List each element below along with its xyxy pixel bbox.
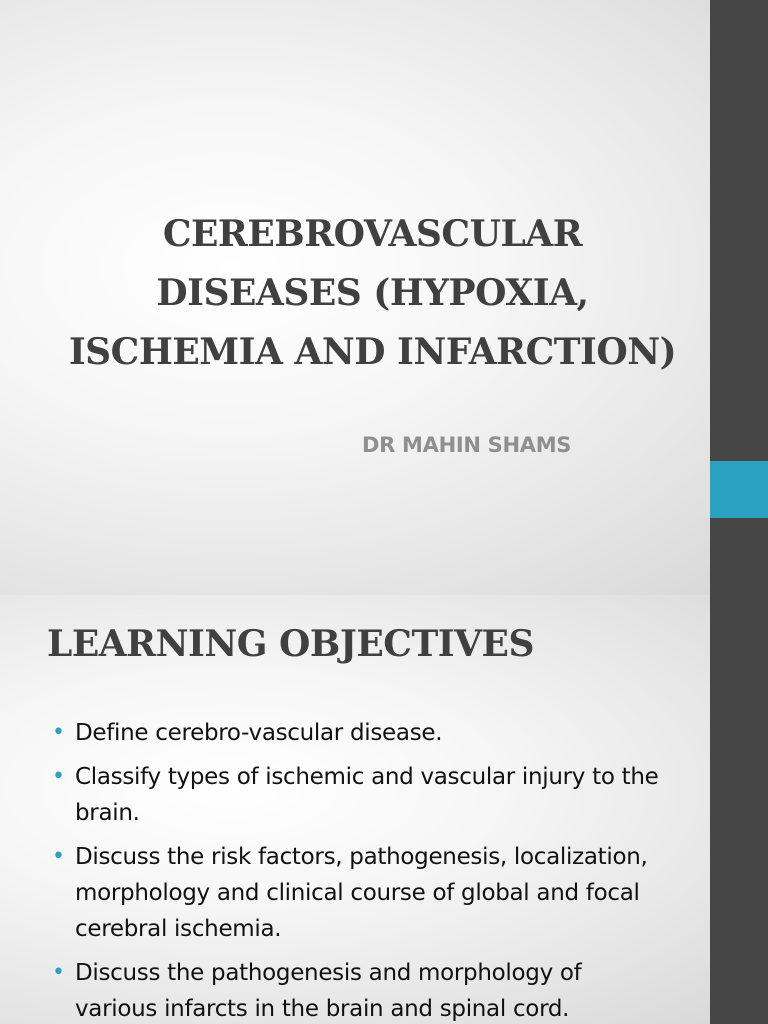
list-item (52, 839, 667, 947)
objectives-slide (0, 595, 768, 1024)
side-bar (710, 0, 768, 595)
slide-title (40, 205, 705, 382)
title-line: ISCHEMIA AND INFARCTION) (68, 331, 677, 373)
objectives-heading: LEARNING OBJECTIVES (47, 623, 534, 665)
objectives-list (52, 715, 667, 1024)
objective-text: Define cerebro-vascular disease. (75, 720, 443, 746)
objective-text: Discuss the pathogenesis and morphology of various infarcts in the brain and spinal cord. (75, 960, 582, 1022)
bullet-dot-icon: • (52, 720, 65, 745)
side-bar (710, 595, 768, 1024)
list-item (52, 715, 667, 751)
author-name: DR MAHIN SHAMS (362, 433, 572, 457)
bullet-dot-icon: • (52, 764, 65, 789)
objective-text: Discuss the risk factors, pathogenesis, localization, morphology and clinical course of global and focal cerebral ischemia. (75, 844, 648, 942)
bullet-dot-icon: • (52, 844, 65, 869)
title-line: CEREBROVASCULAR (162, 213, 583, 255)
objective-text: Classify types of ischemic and vascular injury to the brain. (75, 764, 659, 826)
side-accent-block (710, 461, 768, 518)
list-item (52, 759, 667, 831)
title-line: DISEASES (HYPOXIA, (156, 272, 589, 314)
list-item (52, 955, 667, 1024)
bullet-dot-icon: • (52, 960, 65, 985)
